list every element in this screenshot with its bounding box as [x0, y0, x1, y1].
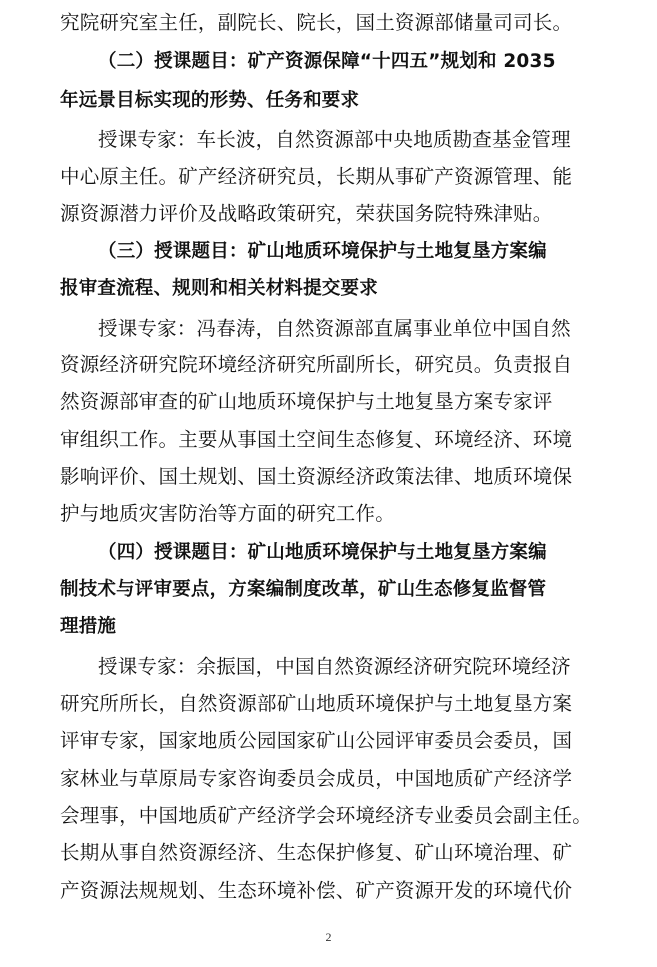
section-heading-line: 理措施 [60, 616, 117, 637]
body-text-line: 授课专家：冯春涛，自然资源部直属事业单位中国自然 [98, 317, 571, 340]
body-text-line: 源资源潜力评价及战略政策研究，荣获国务院特殊津贴。 [60, 202, 553, 225]
body-text-line: 影响评价、国土规划、国土资源经济政策法律、地质环境保 [60, 465, 573, 488]
body-text-line: 资源经济研究院环境经济研究所副所长，研究员。负责报自 [60, 353, 573, 376]
body-text-line: 授课专家：车长波，自然资源部中央地质勘查基金管理 [98, 128, 571, 151]
section-heading-line: 年远景目标实现的形势、任务和要求 [60, 90, 360, 111]
body-text-line: 长期从事自然资源经济、生态保护修复、矿山环境治理、矿 [60, 841, 573, 864]
body-text-line: 审组织工作。主要从事国土空间生态修复、环境经济、环境 [60, 428, 573, 451]
body-text-line: 产资源法规规划、生态环境补偿、矿产资源开发的环境代价 [60, 879, 573, 902]
body-text-line: 中心原主任。矿产经济研究员，长期从事矿产资源管理、能 [60, 165, 573, 188]
page-number: 2 [325, 930, 332, 944]
body-text-line: 家林业与草原局专家咨询委员会成员，中国地质矿产经济学 [60, 767, 573, 790]
body-text-line: 护与地质灾害防治等方面的研究工作。 [60, 502, 395, 525]
section-heading-line: 报审查流程、规则和相关材料提交要求 [60, 278, 378, 299]
section-heading-line: （二）授课题目：矿产资源保障“十四五”规划和 2035 [98, 51, 556, 72]
section-heading-line: （四）授课题目：矿山地质环境保护与土地复垦方案编 [98, 542, 547, 563]
body-text-line: 授课专家：余振国，中国自然资源经济研究院环境经济 [98, 655, 571, 678]
body-text-line: 然资源部审查的矿山地质环境保护与土地复垦方案专家评 [60, 390, 553, 413]
section-heading-line: 制技术与评审要点，方案编制度改革，矿山生态修复监督管 [60, 579, 547, 600]
body-text-line: 评审专家，国家地质公园国家矿山公园评审委员会委员，国 [60, 729, 573, 752]
body-text-line: 研究所所长，自然资源部矿山地质环境保护与土地复垦方案 [60, 692, 573, 715]
body-text-line: 究院研究室主任，副院长、院长，国土资源部储量司司长。 [60, 11, 573, 34]
body-text-line: 会理事，中国地质矿产经济学会环境经济专业委员会副主任。 [60, 804, 592, 827]
section-heading-line: （三）授课题目：矿山地质环境保护与土地复垦方案编 [98, 241, 547, 262]
